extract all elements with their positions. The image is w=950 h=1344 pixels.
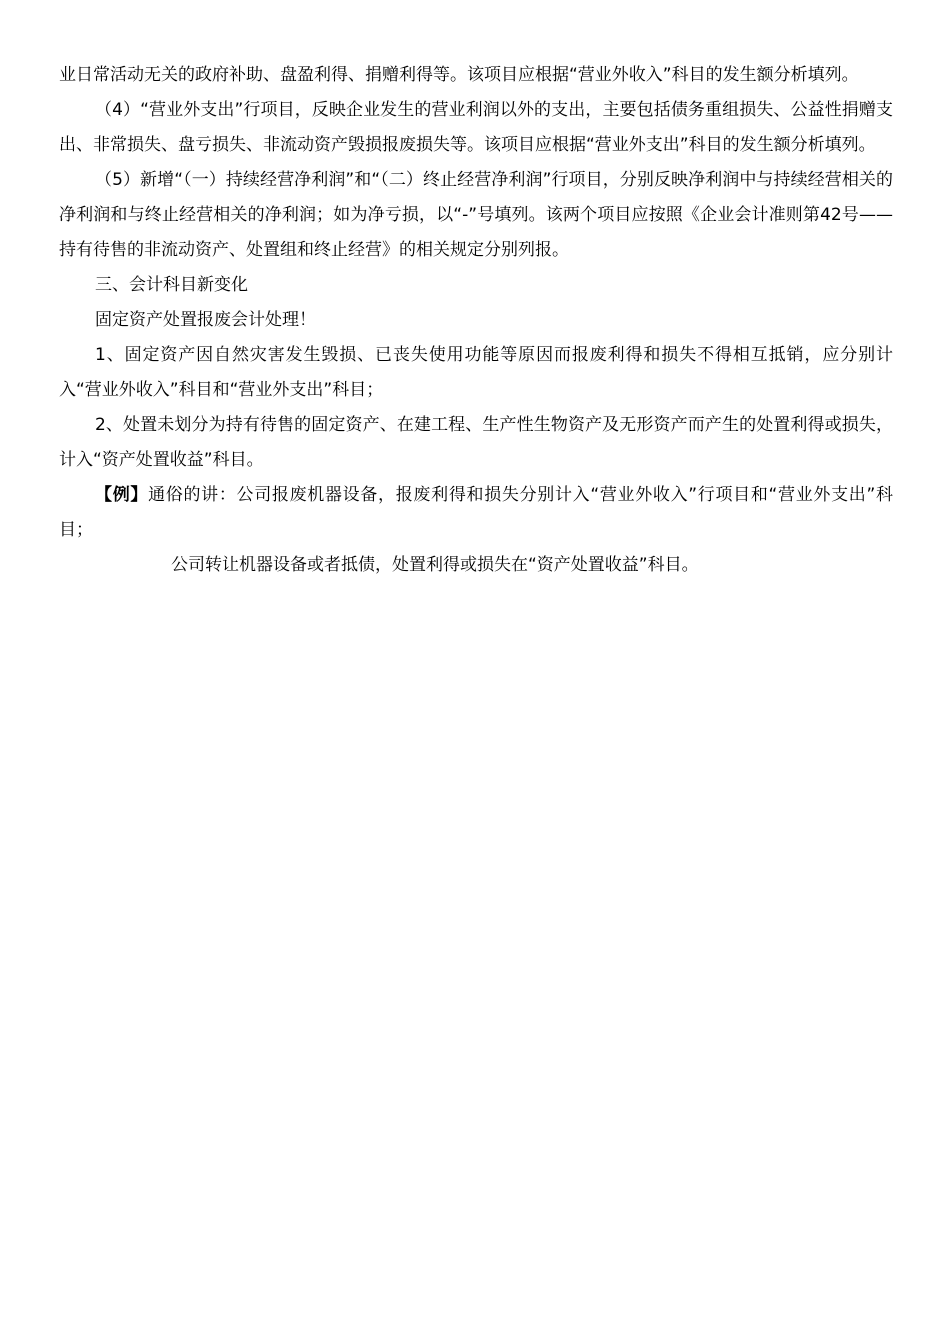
section-heading: 三、会计科目新变化 (95, 275, 248, 295)
paragraph-item-5: （5）新增“（一）持续经营净利润”和“（二）终止经营净利润”行项目，分别反映净利润中与持续经营相关的净利润和与终止经营相关的净利润；如为净亏损，以“-”号填列。该两个项目应按照《企业会计准则第42号——持有待售的非流动资产、处置组和终止经营》的相关规定分别列报。 (59, 170, 893, 260)
paragraph-item-4: （4）“营业外支出”行项目，反映企业发生的营业利润以外的支出，主要包括债务重组损失、公益性捐赠支出、非常损失、盘亏损失、非流动资产毁损报废损失等。该项目应根据“营业外支出”科目的发生额分析填列。 (59, 100, 893, 155)
paragraph-continuation: 业日常活动无关的政府补助、盘盈利得、捐赠利得等。该项目应根据“营业外收入”科目的发生额分析填列。 (59, 65, 859, 85)
paragraph-example (59, 478, 893, 548)
document-body (59, 58, 893, 583)
subheading: 固定资产处置报废会计处理！ (95, 310, 316, 330)
example-text: 通俗的讲：公司报废机器设备，报废利得和损失分别计入“营业外收入”行项目和“营业外支出”科目； (59, 485, 893, 540)
paragraph-point-2: 2、处置未划分为持有待售的固定资产、在建工程、生产性生物资产及无形资产而产生的处置利得或损失，计入“资产处置收益”科目。 (59, 415, 893, 470)
paragraph-point-1: 1、固定资产因自然灾害发生毁损、已丧失使用功能等原因而报废利得和损失不得相互抵销，应分别计入“营业外收入”科目和“营业外支出”科目； (59, 345, 893, 400)
example-label: 【例】 (95, 485, 149, 505)
paragraph-example-continued: 公司转让机器设备或者抵债，处置利得或损失在“资产处置收益”科目。 (171, 555, 699, 575)
